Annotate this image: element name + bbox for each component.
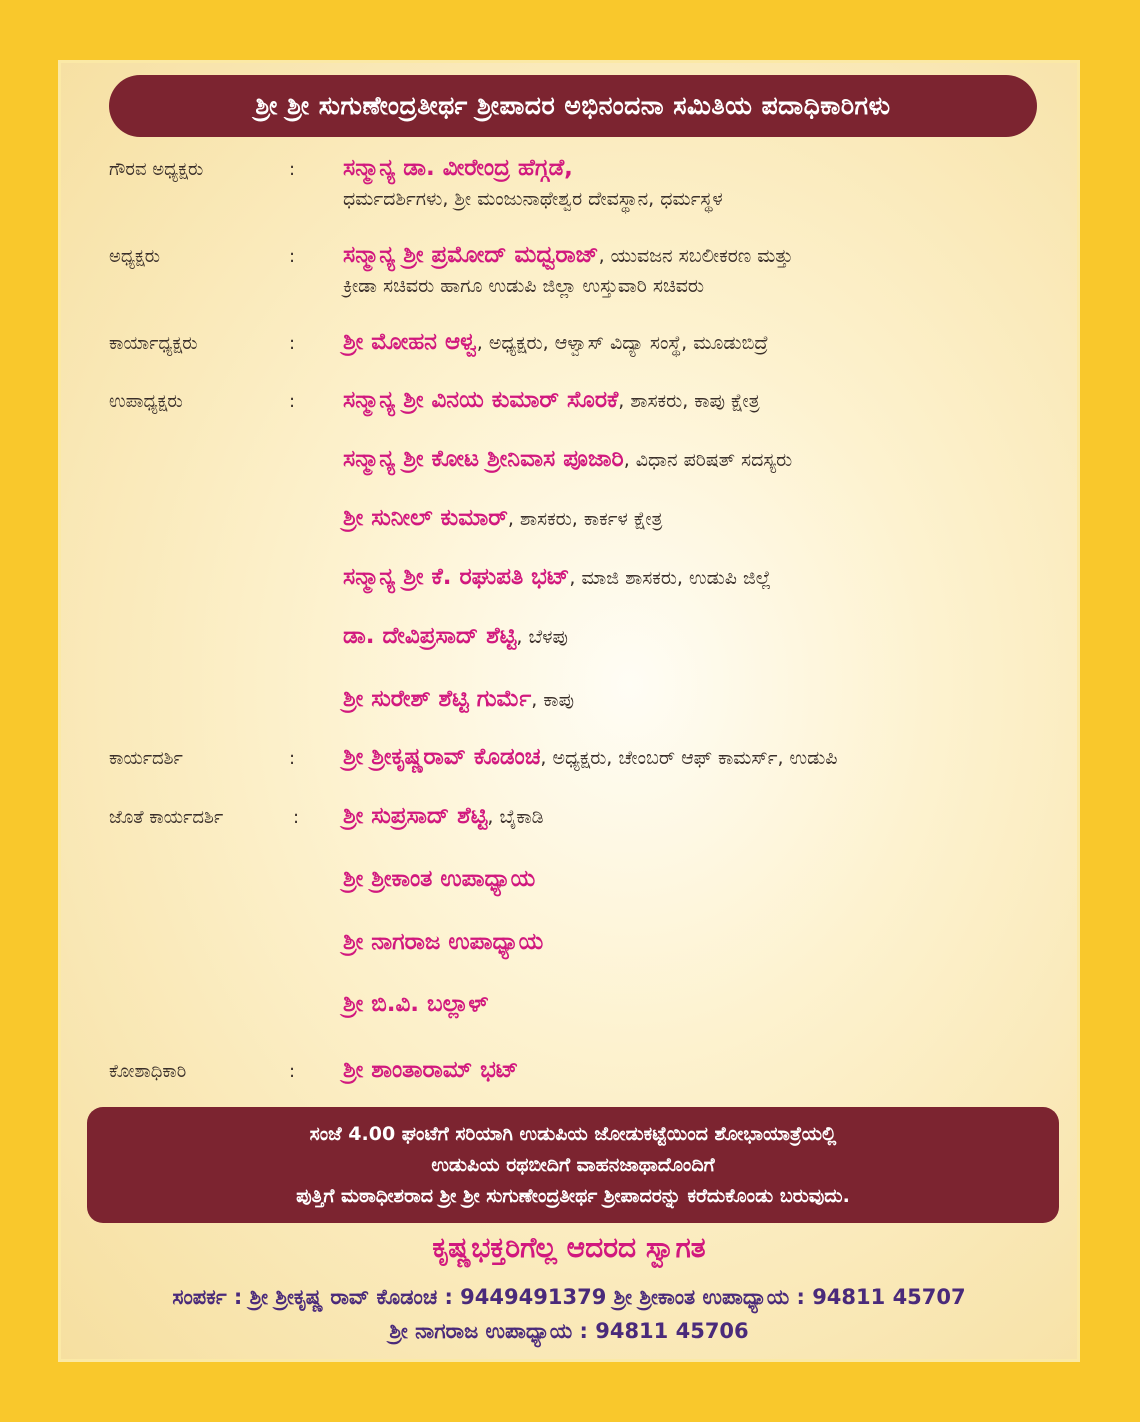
role-label: ಅಧ್ಯಕ್ಷರು — [109, 246, 160, 267]
member-detail: , ಯುವಜನ ಸಬಲೀಕರಣ ಮತ್ತು — [598, 245, 794, 267]
member-name: ಸನ್ಮಾನ್ಯ ಶ್ರೀ ಕೆ. ರಘುಪತಿ ಭಟ್ — [343, 564, 570, 590]
member-entry — [343, 327, 768, 359]
member-detail: , ಬೆಳಪು — [516, 626, 568, 648]
member-entry — [343, 864, 535, 896]
member-entry — [343, 444, 792, 476]
member-entry — [343, 503, 662, 535]
invitation-panel — [58, 60, 1080, 1362]
member-name: ಸನ್ಮಾನ್ಯ ಶ್ರೀ ವಿನಯ ಕುಮಾರ್ ಸೊರಕೆ — [343, 387, 619, 413]
member-name: ಸನ್ಮಾನ್ಯ ಡಾ. ವೀರೇಂದ್ರ ಹೆಗ್ಗಡೆ, — [343, 155, 573, 181]
contact-line-2: ಶ್ರೀ ನಾಗರಾಜ ಉಪಾಧ್ಯಾಯ : 94811 45706 — [389, 1319, 749, 1343]
member-detail: , ಅಧ್ಯಕ್ಷರು, ಚೇಂಬರ್ ಆಫ್ ಕಾಮರ್ಸ್, ಉಡುಪಿ — [540, 747, 838, 769]
role-colon: : — [289, 748, 296, 769]
role-colon: : — [289, 333, 296, 354]
role-label: ಕೋಶಾಧಿಕಾರಿ — [109, 1061, 187, 1082]
member-entry — [343, 153, 723, 213]
member-detail: , ಶಾಸಕರು, ಕಾರ್ಕಳ ಕ್ಷೇತ್ರ — [507, 508, 663, 530]
member-detail: , ಬೈಕಾಡಿ — [487, 806, 544, 828]
member-entry — [343, 989, 488, 1021]
member-name: ಸನ್ಮಾನ್ಯ ಶ್ರೀ ಪ್ರಮೋದ್ ಮಧ್ವರಾಜ್ — [343, 242, 599, 268]
banner-line-3: ಪುತ್ತಿಗೆ ಮಠಾಧೀಶರಾದ ಶ್ರೀ ಶ್ರೀ ಸುಗುಣೇಂದ್ರತೀರ್ಥ ಶ್ರೀಪಾದರನ್ನು ಕರೆದುಕೊಂಡು ಬರುವುದು. — [296, 1184, 850, 1207]
member-name: ಶ್ರೀ ಸುರೇಶ್ ಶೆಟ್ಟಿ ಗುರ್ಮೆ — [343, 686, 532, 712]
member-detail: , ವಿಧಾನ ಪರಿಷತ್ ಸದಸ್ಯರು — [623, 449, 793, 471]
member-name: ಶ್ರೀ ಸುಪ್ರಸಾದ್ ಶೆಟ್ಟಿ — [343, 803, 488, 829]
member-detail: , ಮಾಜಿ ಶಾಸಕರು, ಉಡುಪಿ ಜಿಲ್ಲೆ — [569, 567, 772, 589]
member-entry — [343, 240, 793, 300]
member-detail: , ಶಾಸಕರು, ಕಾಪು ಕ್ಷೇತ್ರ — [618, 390, 760, 412]
member-name: ಸನ್ಮಾನ್ಯ ಶ್ರೀ ಕೋಟ ಶ್ರೀನಿವಾಸ ಪೂಜಾರಿ — [343, 446, 624, 472]
banner-line-1: ಸಂಜೆ 4.00 ಘಂಟೆಗೆ ಸರಿಯಾಗಿ ಉಡುಪಿಯ ಜೋಡುಕಟ್ಟೆಯಿಂದ ಶೋಭಾಯಾತ್ರೆಯಲ್ಲಿ — [309, 1122, 837, 1145]
member-name: ಶ್ರೀ ಮೋಹನ ಆಳ್ವ — [343, 329, 477, 355]
role-colon: : — [289, 159, 296, 180]
member-name: ಶ್ರೀ ಶ್ರೀಕಾಂತ ಉಪಾಧ್ಯಾಯ — [343, 866, 536, 892]
page-title: ಶ್ರೀ ಶ್ರೀ ಸುಗುಣೇಂದ್ರತೀರ್ಥ ಶ್ರೀಪಾದರ ಅಭಿನಂದನಾ ಸಮಿತಿಯ ಪದಾಧಿಕಾರಿಗಳು — [255, 91, 891, 120]
member-entry — [343, 684, 574, 716]
member-entry — [343, 1055, 518, 1087]
member-name: ಶ್ರೀ ನಾಗರಾಜ ಉಪಾಧ್ಯಾಯ — [343, 929, 544, 955]
member-entry — [343, 621, 568, 653]
banner-line-2: ಉಡುಪಿಯ ರಥಬೀದಿಗೆ ವಾಹನಜಾಥಾದೊಂದಿಗೆ — [431, 1153, 715, 1176]
procession-banner — [87, 1107, 1059, 1223]
member-entry — [343, 562, 771, 594]
member-detail-line2: ಕ್ರೀಡಾ ಸಚಿವರು ಹಾಗೂ ಉಡುಪಿ ಜಿಲ್ಲಾ ಉಸ್ತುವಾರಿ ಸಚಿವರು — [343, 275, 705, 297]
member-name: ಡಾ. ದೇವಿಪ್ರಸಾದ್ ಶೆಟ್ಟಿ — [343, 623, 517, 649]
role-label: ಕಾರ್ಯಾಧ್ಯಕ್ಷರು — [109, 333, 198, 354]
welcome-text: ಕೃಷ್ಣಭಕ್ತರಿಗೆಲ್ಲ ಆದರದ ಸ್ವಾಗತ — [432, 1231, 706, 1264]
role-label: ಉಪಾಧ್ಯಕ್ಷರು — [109, 391, 183, 412]
role-colon: : — [289, 391, 296, 412]
member-entry — [343, 927, 543, 959]
member-entry — [343, 801, 544, 833]
member-name: ಶ್ರೀ ಬಿ.ವಿ. ಬಲ್ಲಾಳ್ — [343, 991, 489, 1017]
member-entry — [343, 385, 760, 417]
role-colon: : — [289, 246, 296, 267]
member-detail: , ಕಾಪು — [531, 689, 575, 711]
role-label: ಕಾರ್ಯದರ್ಶಿ — [109, 748, 183, 769]
role-label: ಗೌರವ ಅಧ್ಯಕ್ಷರು — [109, 159, 204, 180]
member-entry — [343, 742, 837, 774]
role-colon: : — [289, 1061, 296, 1082]
contact-line-1: ಸಂಪರ್ಕ : ಶ್ರೀ ಶ್ರೀಕೃಷ್ಣ ರಾವ್ ಕೊಡಂಚ : 9449491379 ಶ್ರೀ ಶ್ರೀಕಾಂತ ಉಪಾಧ್ಯಾಯ : 94811 45707 — [172, 1285, 966, 1309]
role-label: ಜೊತೆ ಕಾರ್ಯದರ್ಶಿ — [109, 807, 224, 828]
member-name: ಶ್ರೀ ಶಾಂತಾರಾಮ್ ಭಟ್ — [343, 1057, 519, 1083]
member-name: ಶ್ರೀ ಶ್ರೀಕೃಷ್ಣರಾವ್ ಕೊಡಂಚ — [343, 744, 541, 770]
member-name: ಶ್ರೀ ಸುನೀಲ್ ಕುಮಾರ್ — [343, 505, 508, 531]
title-banner — [109, 75, 1037, 137]
member-detail-line2: ಧರ್ಮದರ್ಶಿಗಳು, ಶ್ರೀ ಮಂಜುನಾಥೇಶ್ವರ ದೇವಸ್ಥಾನ, ಧರ್ಮಸ್ಥಳ — [343, 188, 723, 210]
member-detail: , ಅಧ್ಯಕ್ಷರು, ಆಳ್ವಾಸ್ ವಿದ್ಯಾ ಸಂಸ್ಥೆ, ಮೂಡುಬಿದ್ರೆ — [476, 332, 769, 354]
role-colon: : — [293, 807, 300, 828]
